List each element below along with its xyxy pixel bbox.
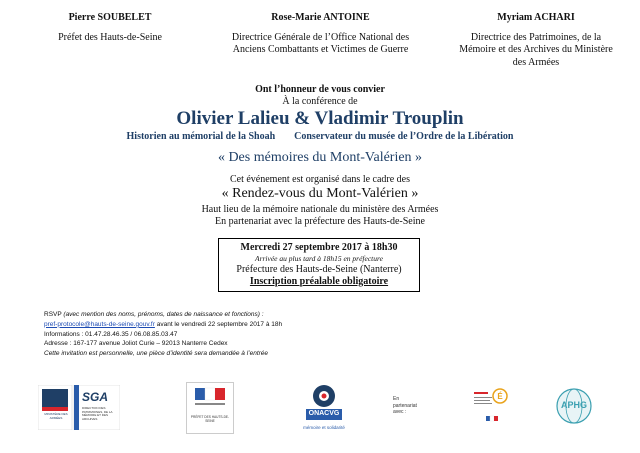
host-achari xyxy=(456,12,616,69)
onacvg-logo xyxy=(298,382,350,440)
partner-text: En partenariat avec la préfecture des Hauts-de-Seine xyxy=(215,216,425,227)
invite-honour: Ont l’honneur de vous convier xyxy=(255,84,385,95)
svg-text:É: É xyxy=(497,392,503,401)
speaker-role-2: Conservateur du musée de l’Ordre de la Libération xyxy=(294,131,514,142)
rsvp-note: (avec mention des noms, prénoms, dates de naissance et fonctions) : xyxy=(63,311,264,318)
sga-subtitle: DIRECTION DES PATRIMOINES, DE LA MÉMOIRE ET DES ARCHIVES xyxy=(82,406,113,421)
marianne-icon xyxy=(187,383,233,413)
host-title: Directrice des Patrimoines, de la Mémoire et des Archives du Ministère des Armées xyxy=(459,31,613,68)
host-name: Rose-Marie ANTOINE xyxy=(271,12,370,23)
rsvp-deadline: avant le vendredi 22 septembre 2017 à 18h xyxy=(156,320,283,328)
onacvg-text: ONACVG xyxy=(308,410,340,417)
education-emblem-icon xyxy=(472,386,512,426)
event-box xyxy=(218,238,420,292)
onacvg-subtitle: mémoire et solidarité xyxy=(303,425,345,430)
event-date: Mercredi 27 septembre 2017 à 18h30 xyxy=(240,242,398,253)
organized-text: Cet événement est organisé dans le cadre des xyxy=(229,174,411,185)
event-arrival: Arrivée au plus tard à 18h15 en préfecture xyxy=(255,254,383,263)
conference-title: « Des mémoires du Mont-Valérien » xyxy=(217,150,423,165)
host-name: Myriam ACHARI xyxy=(497,12,575,23)
host-soubelet xyxy=(45,12,175,44)
rsvp-label: RSVP xyxy=(44,311,62,318)
event-registration: Inscription préalable obligatoire xyxy=(249,276,389,287)
host-title: Directrice Générale de l’Office National des Anciens Combattants et Victimes de Guerre xyxy=(231,31,410,55)
rsvp-email-link[interactable]: pref-protocole@hauts-de-seine.gouv.fr xyxy=(44,320,155,328)
event-venue: Préfecture des Hauts-de-Seine (Nanterre) xyxy=(236,264,402,275)
sga-text: SGA xyxy=(82,390,109,404)
prefet-text: PRÉFET DES HAUTS-DE-SEINE xyxy=(190,415,230,423)
ministry-label: MINISTÈRE DES ARMÉES xyxy=(44,412,68,420)
rsvp-block xyxy=(44,310,464,359)
rsvp-address: Adresse : 167-177 avenue Joliot Curie – 92013 Nanterre Cedex xyxy=(44,340,228,348)
series-title: « Rendez-vous du Mont-Valérien » xyxy=(221,186,419,201)
host-name: Pierre SOUBELET xyxy=(68,12,152,23)
rsvp-info: Informations : 01.47.28.46.35 / 06.08.85.03.47 xyxy=(44,330,178,338)
hosts-row xyxy=(0,12,640,82)
rsvp-personal-note: Cette invitation est personnelle, une pièce d’identité sera demandée à l’entrée xyxy=(44,350,269,358)
education-logo xyxy=(472,386,512,426)
partner-label: En partenariat avec : xyxy=(393,396,417,415)
speaker-role-1: Historien au mémorial de la Shoah xyxy=(126,131,276,142)
host-antoine xyxy=(228,12,413,57)
invite-conference: À la conférence de xyxy=(282,96,358,107)
place-description: Haut lieu de la mémoire nationale du ministère des Armées xyxy=(201,204,439,215)
aphg-text: APHG xyxy=(560,400,587,410)
sga-logo xyxy=(38,385,120,430)
aphg-logo xyxy=(552,386,596,426)
prefet-logo xyxy=(186,382,234,434)
speaker-roles xyxy=(0,131,640,142)
speakers-title: Olivier Lalieu & Vladimir Trouplin xyxy=(176,108,464,129)
host-title: Préfet des Hauts-de-Seine xyxy=(58,31,162,43)
